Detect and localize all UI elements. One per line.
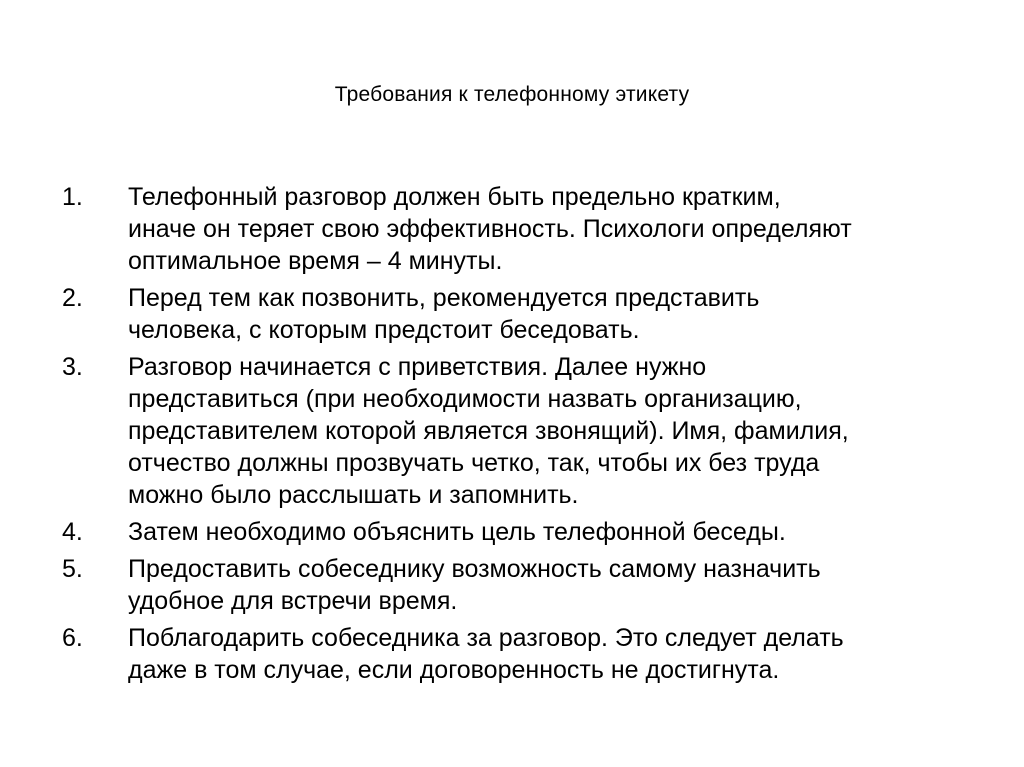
list-item-line: можно было расслышать и запомнить. — [128, 481, 579, 509]
list-item-number: 5. — [62, 555, 83, 583]
requirements-list — [62, 181, 982, 691]
list-item-number: 3. — [62, 353, 83, 381]
list-item-number: 6. — [62, 624, 83, 652]
list-item-line: представиться (при необходимости назвать организацию, — [128, 385, 802, 413]
list-item-number: 4. — [62, 518, 83, 546]
list-item-text — [128, 553, 982, 617]
list-item-text — [128, 622, 982, 686]
list-item-line: Разговор начинается с приветствия. Далее нужно — [128, 353, 707, 381]
list-item-line: человека, с которым предстоит беседовать. — [128, 316, 640, 344]
list-item — [62, 282, 982, 346]
list-item — [62, 351, 982, 511]
list-item — [62, 181, 982, 277]
list-item-number: 2. — [62, 284, 83, 312]
list-item — [62, 553, 982, 617]
list-item-line: удобное для встречи время. — [128, 587, 458, 615]
list-item — [62, 622, 982, 686]
list-item-line: даже в том случае, если договоренность не достигнута. — [128, 656, 780, 684]
list-item-line: Поблагодарить собеседника за разговор. Это следует делать — [128, 624, 844, 652]
list-item-text — [128, 351, 982, 511]
list-item-line: представителем которой является звонящий). Имя, фамилия, — [128, 417, 849, 445]
list-item-line: Затем необходимо объяснить цель телефонной беседы. — [128, 518, 786, 546]
slide-title: Требования к телефонному этикету — [334, 83, 690, 106]
list-item-text — [128, 181, 982, 277]
list-item-line: оптимальное время – 4 минуты. — [128, 247, 503, 275]
list-item-text — [128, 282, 982, 346]
list-item-line: Предоставить собеседнику возможность самому назначить — [128, 555, 821, 583]
list-item-number: 1. — [62, 183, 83, 211]
list-item-line: отчество должны прозвучать четко, так, чтобы их без труда — [128, 449, 820, 477]
list-item — [62, 516, 982, 548]
list-item-line: Телефонный разговор должен быть предельно кратким, — [128, 183, 781, 211]
list-item-text — [128, 516, 982, 548]
list-item-line: иначе он теряет свою эффективность. Психологи определяют — [128, 215, 852, 243]
list-item-line: Перед тем как позвонить, рекомендуется представить — [128, 284, 760, 312]
